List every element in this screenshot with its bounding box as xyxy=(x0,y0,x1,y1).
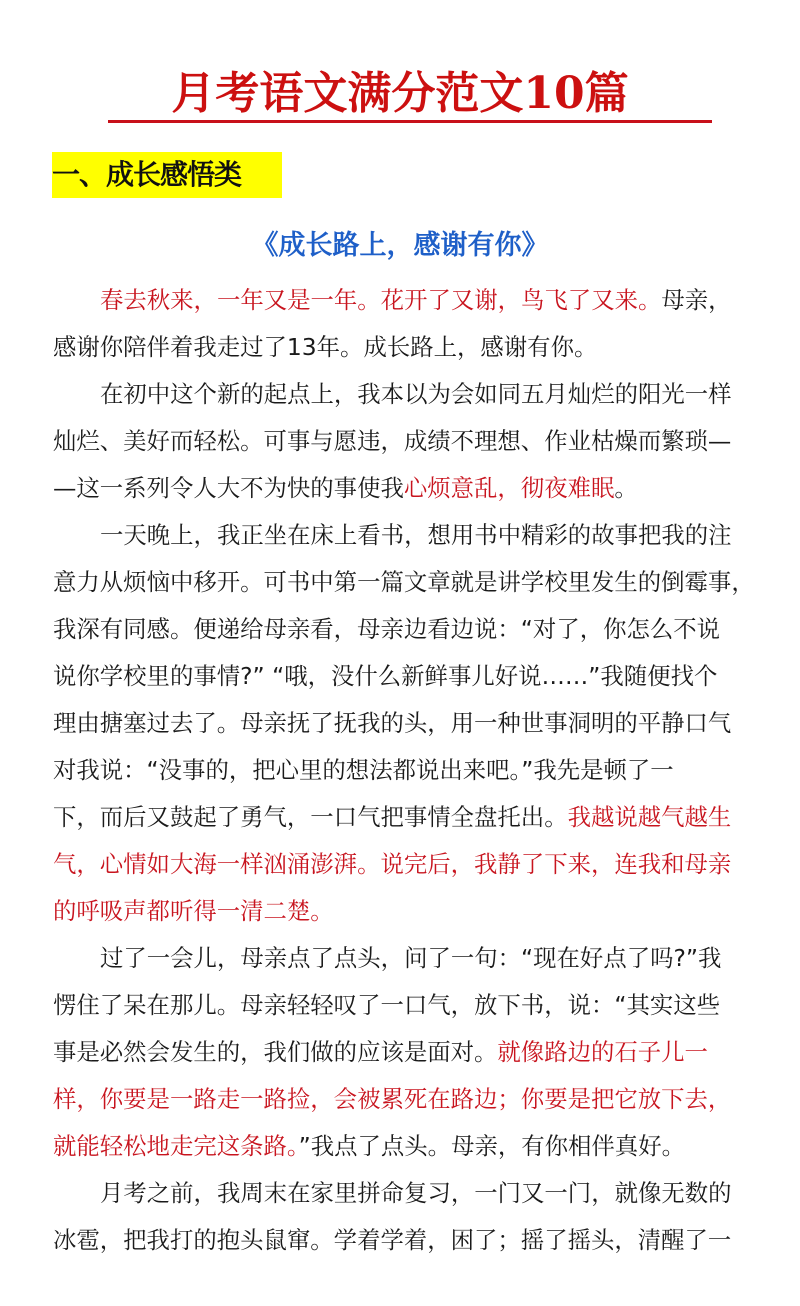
text-line xyxy=(53,277,773,324)
body-text: 我深有同感。便递给母亲看，母亲边看边说：“对了，你怎么不说 xyxy=(53,615,721,643)
essay-title: 《成长路上，感谢有你》 xyxy=(251,230,549,261)
body-text: 理由搪塞过去了。母亲抚了抚我的头，用一种世事洞明的平静口气 xyxy=(53,709,732,737)
body-text: 在初中这个新的起点上，我本以为会如同五月灿烂的阳光一样 xyxy=(100,380,732,408)
emphasized-text: 就像路边的石子儿一 xyxy=(497,1038,708,1066)
emphasized-text: 春去秋来，一年又是一年。花开了又谢，鸟飞了又来。 xyxy=(100,286,662,314)
text-line xyxy=(53,1029,773,1076)
text-line xyxy=(53,653,773,700)
body-text: 一天晚上，我正坐在床上看书，想用书中精彩的故事把我的注 xyxy=(100,521,732,549)
text-line xyxy=(53,512,773,559)
text-line xyxy=(53,794,773,841)
body-text: 。 xyxy=(614,474,638,502)
emphasized-text: 就能轻松地走完这条路。 xyxy=(53,1132,299,1160)
emphasized-text: 气，心情如大海一样汹涌澎湃。说完后，我静了下来，连我和母亲 xyxy=(53,850,732,878)
emphasized-text: 的呼吸声都听得一清二楚。 xyxy=(53,897,334,925)
section-heading-highlight xyxy=(52,152,282,198)
text-line xyxy=(53,1217,773,1264)
body-text: 冰雹，把我打的抱头鼠窜。学着学着，困了；摇了摇头，清醒了一 xyxy=(53,1226,732,1254)
text-line xyxy=(53,324,773,371)
text-line xyxy=(53,371,773,418)
text-line xyxy=(53,1123,773,1170)
text-line xyxy=(53,1170,773,1217)
body-text: 母亲， xyxy=(661,286,732,314)
body-text: 灿烂、美好而轻松。可事与愿违，成绩不理想、作业枯燥而繁琐— xyxy=(53,427,732,455)
text-line xyxy=(53,747,773,794)
text-line xyxy=(53,606,773,653)
emphasized-text: 我越说越气越生 xyxy=(567,803,732,831)
body-text: 感谢你陪伴着我走过了13年。成长路上，感谢有你。 xyxy=(53,333,598,361)
body-text: 下，而后又鼓起了勇气，一口气把事情全盘托出。 xyxy=(53,803,568,831)
document-title: 月考语文满分范文10篇 xyxy=(171,68,629,119)
text-line xyxy=(53,418,773,465)
body-text: 过了一会儿，母亲点了点头，问了一句：“现在好点了吗?”我 xyxy=(100,944,722,972)
text-line xyxy=(53,700,773,747)
section-heading: 一、成长感悟类 xyxy=(52,158,242,191)
text-line xyxy=(53,982,773,1029)
emphasized-text: 心烦意乱，彻夜难眠 xyxy=(403,474,615,502)
text-line xyxy=(53,935,773,982)
text-line xyxy=(53,559,773,606)
title-underline xyxy=(108,120,712,123)
text-line xyxy=(53,841,773,888)
body-text: 对我说：“没事的，把心里的想法都说出来吧。”我先是顿了一 xyxy=(53,756,674,784)
body-text: 愣住了呆在那儿。母亲轻轻叹了一口气，放下书，说：“其实这些 xyxy=(53,991,721,1019)
emphasized-text: 样，你要是一路走一路捡，会被累死在路边；你要是把它放下去， xyxy=(53,1085,732,1113)
body-text: 说你学校里的事情?” “哦，没什么新鲜事儿好说……”我随便找个 xyxy=(53,662,718,690)
body-text: 意力从烦恼中移开。可书中第一篇文章就是讲学校里发生的倒霉事， xyxy=(53,568,755,596)
text-line xyxy=(53,465,773,512)
body-text: —这一系列令人大不为快的事使我 xyxy=(53,474,404,502)
body-text: 月考之前，我周末在家里拼命复习，一门又一门，就像无数的 xyxy=(100,1179,732,1207)
essay-body xyxy=(53,277,773,1264)
body-text: 事是必然会发生的，我们做的应该是面对。 xyxy=(53,1038,498,1066)
text-line xyxy=(53,1076,773,1123)
text-line xyxy=(53,888,773,935)
body-text: ”我点了点头。母亲，有你相伴真好。 xyxy=(298,1132,685,1160)
